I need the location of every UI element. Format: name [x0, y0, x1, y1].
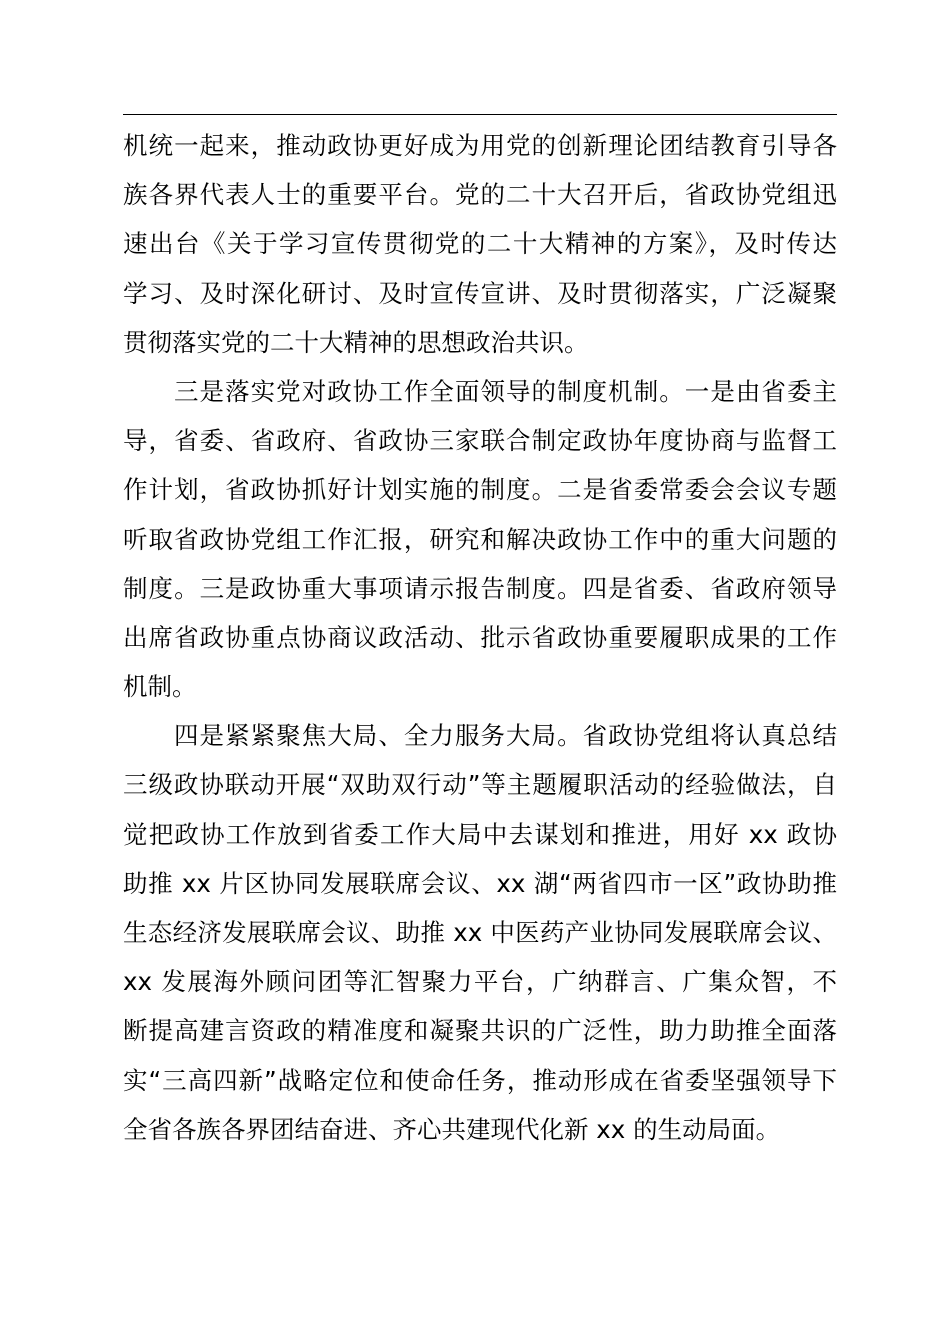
text-line: 贯彻落实党的二十大精神的思想政治共识。	[123, 327, 589, 357]
text-line: 学习、及时深化研讨、及时宣传宣讲、及时贯彻落实，广泛凝聚	[123, 278, 837, 308]
text-line: 族各界代表人士的重要平台。党的二十大召开后，省政协党组迅	[123, 180, 837, 210]
text-line: 出席省政协重点协商议政活动、批示省政协重要履职成果的工作	[123, 622, 837, 652]
text-line: 全省各族各界团结奋进、齐心共建现代化新 xx 的生动局面。	[123, 1114, 781, 1144]
text-line: 生态经济发展联席会议、助推 xx 中医药产业协同发展联席会议、	[123, 918, 837, 947]
paragraph-first-line: 三是落实党对政协工作全面领导的制度机制。一是由省委主	[174, 376, 837, 406]
text-line: 助推 xx 片区协同发展联席会议、xx 湖“两省四市一区”政协助推	[123, 868, 837, 898]
text-line: 制度。三是政协重大事项请示报告制度。四是省委、省政府领导	[123, 573, 837, 603]
text-line: 听取省政协党组工作汇报，研究和解决政协工作中的重大问题的	[123, 524, 837, 554]
text-line: 导，省委、省政府、省政协三家联合制定政协年度协商与监督工	[123, 426, 837, 456]
text-line: 机制。	[123, 672, 197, 702]
text-line: xx 发展海外顾问团等汇智聚力平台，广纳群言、广集众智，不	[123, 967, 837, 997]
text-line: 速出台《关于学习宣传贯彻党的二十大精神的方案》，及时传达	[123, 229, 837, 259]
text-line: 作计划，省政协抓好计划实施的制度。二是省委常委会会议专题	[123, 475, 837, 505]
paragraph-first-line: 四是紧紧聚焦大局、全力服务大局。省政协党组将认真总结	[174, 721, 837, 751]
text-line: 觉把政协工作放到省委工作大局中去谋划和推进，用好 xx 政协	[123, 819, 837, 849]
header-rule	[123, 114, 837, 115]
text-line: 实“三高四新”战略定位和使命任务，推动形成在省委坚强领导下	[123, 1065, 837, 1095]
body-text	[123, 121, 837, 1154]
text-line: 三级政协联动开展“双助双行动”等主题履职活动的经验做法，自	[123, 770, 837, 800]
text-line: 机统一起来，推动政协更好成为用党的创新理论团结教育引导各	[123, 131, 837, 160]
text-line: 断提高建言资政的精准度和凝聚共识的广泛性，助力助推全面落	[123, 1016, 837, 1046]
